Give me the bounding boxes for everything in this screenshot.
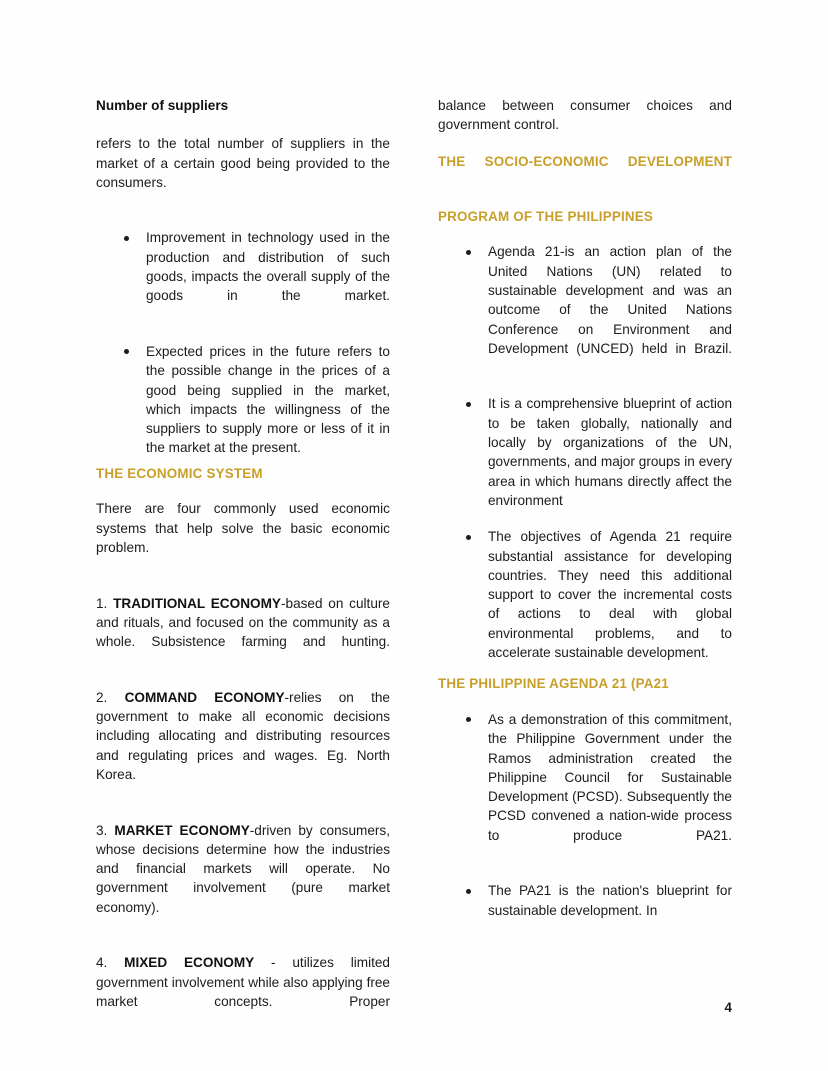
list-item-text: It is a comprehensive blueprint of action to be taken globally, nationally and locally by organizations of the UN, governments, and major groups in every area in which humans directly affect the environment [488,396,732,508]
item-number: 3. [96,822,108,838]
list-item [438,881,732,920]
list-item-text: As a demonstration of this commitment, the Philippine Government under the Ramos administration created the Philippine Council for Sustainable Development (PCSD). Subsequently the PCSD convened a nation-wide process to produce PA21. [488,711,732,843]
section-heading-economic-system: THE ECONOMIC SYSTEM [96,465,263,481]
bullet-dot-icon [466,717,471,722]
numbered-item-3 [96,821,390,937]
list-item [96,228,390,324]
item-rest: -relies on the government to make all economic decisions including allocating and distributing resources and regulating prices and wages. Eg. North Korea. [96,689,390,782]
item-term: MARKET ECONOMY [114,822,250,838]
numbered-item-4 [96,953,390,1030]
spacer [438,668,732,670]
list-item [438,527,732,662]
list-item-text: The PA21 is the nation's blueprint for sustainable development. In [488,883,732,918]
section-heading-program-philippines: PROGRAM OF THE PHILIPPINES [438,208,654,224]
bullet-dot-icon [466,250,471,255]
left-lead-heading: Number of suppliers [96,98,229,113]
page-number: 4 [724,1000,732,1015]
item-rest: -based on culture and rituals, and focused on the community as a whole. Subsistence farming and hunting. [96,595,390,650]
left-systems-intro: There are four commonly used economic systems that help solve the basic economic problem. [96,501,390,555]
numbered-item-1 [96,594,390,671]
left-intro-paragraph: refers to the total number of suppliers in the market of a certain good being provided to the consumers. [96,136,390,190]
item-number: 1. [96,595,108,611]
list-item [96,342,390,458]
numbered-item-2 [96,688,390,804]
item-number: 4. [96,955,108,971]
item-number: 2. [96,689,108,705]
right-continuation-paragraph: balance between consumer choices and government control. [438,98,732,133]
item-term: COMMAND ECONOMY [124,689,285,705]
left-bullet-list [96,228,390,457]
list-item-text: Expected prices in the future refers to the possible change in the prices of a good being supplied in the market, which impacts the willingness of the suppliers to supply more or less of it in the market at the present. [146,343,390,456]
right-pa21-bullet-list [438,710,732,920]
section-heading-socio-economic-development: THE SOCIO-ECONOMIC DEVELOPMENT [438,153,732,169]
item-rest: -driven by consumers, whose decisions determine how the industries and financial markets will operate. No government involvement (pure market economy). [96,822,390,915]
left-column [96,96,390,1009]
bullet-dot-icon [466,402,471,407]
list-item-text: Agenda 21-is an action plan of the United Nations (UN) related to sustainable development and was an outcome of the United Nations Conference on Environment and Development (UNCED) held in Brazil. [488,244,732,356]
list-item-text: The objectives of Agenda 21 require substantial assistance for developing countries. They need this additional support to cover the incremental costs of actions to deal with global environmental problems, and to accelerate sustainable development. [488,529,732,661]
item-term: TRADITIONAL ECONOMY [113,595,281,611]
right-column [438,96,732,976]
item-rest: - utilizes limited government involvement while also applying free market concepts. Proper [96,955,390,1009]
two-column-layout [96,96,732,1009]
bullet-dot-icon [466,535,471,540]
list-item [438,394,732,510]
item-term: MIXED ECONOMY [124,955,255,971]
list-item [438,710,732,864]
list-item-text: Improvement in technology used in the production and distribution of such goods, impacts the overall supply of the goods in the market. [146,230,390,304]
section-heading-philippine-agenda-21: THE PHILIPPINE AGENDA 21 (PA21 [438,676,669,692]
list-item [438,242,732,377]
bullet-dot-icon [466,889,471,894]
bullet-dot-icon [124,236,129,241]
right-agenda-bullet-list [438,242,732,662]
bullet-dot-icon [124,349,129,354]
